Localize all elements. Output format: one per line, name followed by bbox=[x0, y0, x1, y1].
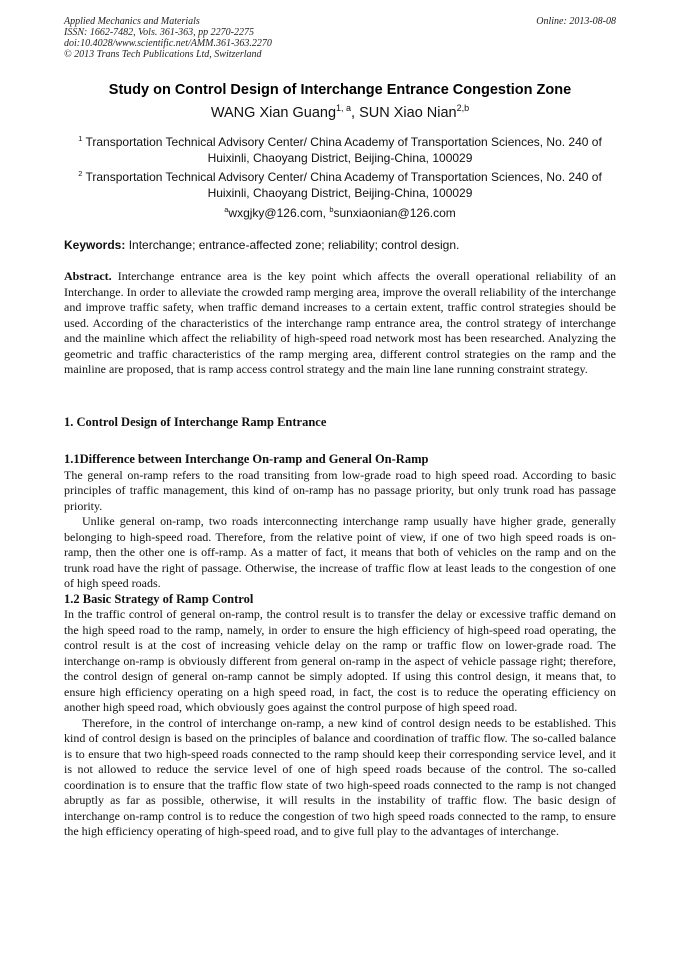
author-2-sup: 2,b bbox=[456, 103, 470, 113]
affiliation-2-num: 2 bbox=[78, 169, 83, 178]
affiliation-1-num: 1 bbox=[78, 134, 83, 143]
paragraph: Therefore, in the control of interchange on-ramp, a new kind of control design needs to be established. This kind of control design is based on the principles of balance and coordination of traffic flow. The so-called balance is to ensure that two high-speed roads connected to the ramp should keep their corresponding service level, and it is not allowed to reduce the service level of one of high speed roads because of the control. The so-called coordination is to ensure that the traffic flow state of two high-speed roads connected to the ramp is not changed abruptly as far as possible, otherwise, it will results in the instability of traffic flow. The basic design of interchange on-ramp control is to reduce the congestion of two high speed roads connected to the ramp, to ensure the high efficiency operating of high-speed road, and to give full play to the advantages of interchange. bbox=[64, 715, 616, 838]
abstract-text: Interchange entrance area is the key point which affects the overall operational reliability of an Interchange. In order to alleviate the crowded ramp merging area, improve the overall reliability of the interchange and improve traffic safety, when traffic demand increases to a certain extent, traffic control strategies should be used. According of the characteristics of the interchange ramp entrance area, the control strategy of interchange and the mainline which affect the reliability of high-speed road network most has been researched. Analyzing the geometric and traffic characteristics of the ramp merging area, different control strategies on the ramp and the mainline are proposed, that is ramp access control strategy and the main line lane running constraint strategy. bbox=[64, 269, 616, 376]
section-1-body bbox=[64, 452, 616, 840]
subsection-1-1-heading: 1.1Difference between Interchange On-ramp and General On-Ramp bbox=[64, 452, 429, 466]
paragraph: The general on-ramp refers to the road transiting from low-grade road to high speed road. According to basic principles of traffic management, this kind of on-ramp has no passage priority, but only trunk road has passage priority. bbox=[64, 467, 616, 513]
author-1-name: WANG Xian Guang bbox=[210, 104, 337, 121]
email-b-sup: b bbox=[329, 205, 334, 214]
affiliation-1-text: Transportation Technical Advisory Center/ China Academy of Transportation Sciences, No. 240 of Huixinli, Chaoyang District, Beijing-China, 100029 bbox=[85, 135, 602, 165]
author-separator: , bbox=[351, 104, 360, 121]
copyright-line: © 2013 Trans Tech Publications Ltd, Switzerland bbox=[64, 49, 262, 60]
journal-header bbox=[64, 16, 616, 60]
affiliation-2-text: Transportation Technical Advisory Center/ China Academy of Transportation Sciences, No. 240 of Huixinli, Chaoyang District, Beijing-China, 100029 bbox=[85, 170, 602, 200]
author-1-sup: 1, a bbox=[336, 103, 352, 113]
author-2-name: SUN Xiao Nian bbox=[359, 104, 457, 121]
keywords-label: Keywords: bbox=[64, 238, 126, 252]
affiliation-1 bbox=[64, 131, 616, 166]
keywords-text: Interchange; entrance-affected zone; reliability; control design. bbox=[125, 238, 460, 252]
author-line bbox=[64, 103, 616, 121]
paragraph: In the traffic control of general on-ramp, the control result is to transfer the delay or excessive traffic demand on the high speed road to the ramp, namely, in order to ensure the high efficiency of high-speed road operating, the control result is at the cost of increasing vehicle delay on the ramp or traffic flow on lower-grade road. The interchange on-ramp is obviously different from general on-ramp in the aspect of vehicle passage right; therefore, the control design of general on-ramp cannot be simply adopted. If using this control design, it means that, to ensure high efficiency operating on a high speed road, in fact, the cost is to reduce the operating efficiency on another high speed road, which obviously goes against the control purpose of high speed road. bbox=[64, 607, 616, 714]
email-line bbox=[64, 202, 616, 221]
paper-title: Study on Control Design of Interchange Entrance Congestion Zone bbox=[108, 82, 572, 98]
subsection-1-2-heading: 1.2 Basic Strategy of Ramp Control bbox=[64, 591, 254, 606]
issn-line: ISSN: 1662-7482, Vols. 361-363, pp 2270-2275 bbox=[64, 27, 254, 38]
email-a[interactable]: wxgjky@126.com, bbox=[228, 206, 330, 220]
email-a-sup: a bbox=[224, 205, 229, 214]
paragraph: Unlike general on-ramp, two roads interconnecting interchange ramp usually have higher grade, generally belonging to high-speed road. Therefore, from the relative point of view, if one of two high speed roads is on-ramp, then the other one is off-ramp. As a matter of fact, it means that both of vehicles on the ramp and on the trunk road have the right of passage. Otherwise, the increase of traffic flow at least leads to the congestion of one of high speed roads. bbox=[64, 514, 616, 590]
journal-name: Applied Mechanics and Materials bbox=[64, 16, 200, 27]
affiliation-2 bbox=[64, 166, 616, 201]
online-date: Online: 2013-08-08 bbox=[536, 16, 616, 27]
email-b[interactable]: sunxiaonian@126.com bbox=[333, 206, 456, 220]
abstract-label: Abstract. bbox=[64, 269, 112, 283]
doi-line: doi:10.4028/www.scientific.net/AMM.361-363.2270 bbox=[64, 38, 272, 49]
abstract bbox=[64, 269, 616, 378]
section-1-heading: 1. Control Design of Interchange Ramp Entrance bbox=[64, 415, 327, 429]
keywords bbox=[64, 238, 616, 252]
